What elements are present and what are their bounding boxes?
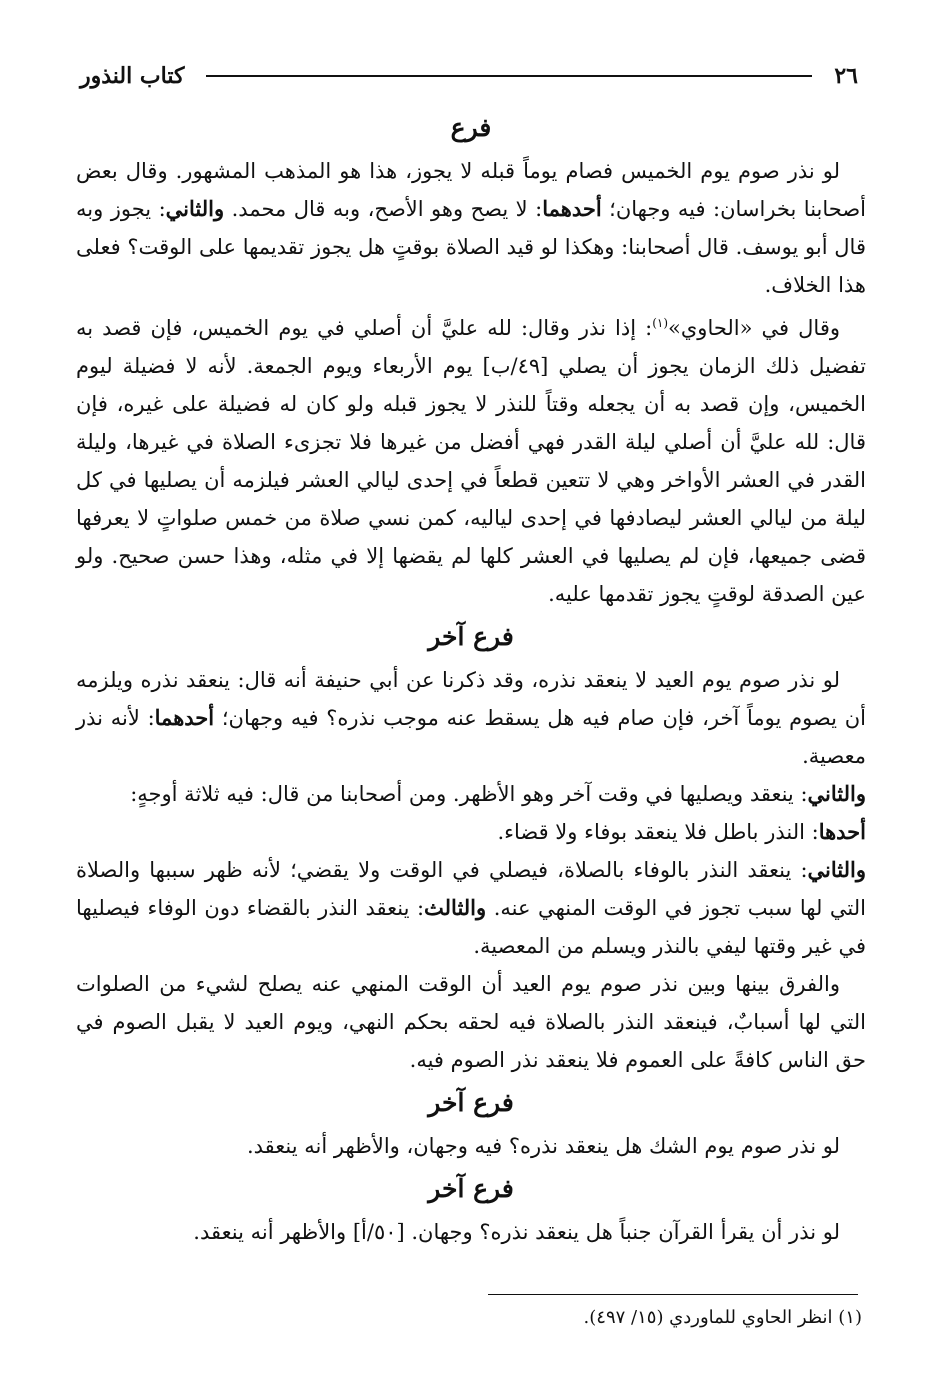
header-rule	[206, 75, 812, 77]
page-body	[76, 104, 866, 1251]
paragraph: أحدها: النذر باطل فلا ينعقد بوفاء ولا قضاء.	[497, 819, 866, 844]
page-number: ٢٦	[834, 63, 858, 89]
paragraph: وقال في «الحاوي»$^{(١)}$: إذا نذر وقال: لله عليَّ أن أصلي في يوم الخميس، فإن قصد به تفضيل ذلك الزمان يجوز أن يصلي [٤٩/ب] يوم الأربعاء ويوم الجمعة. لأنه لا فضيلة ليوم الخميس، وإن قصد به أن يجعله وقتاً للنذر لا يجوز قبله ولو كان له فضيلة على غيره، فإن قال: لله عليَّ أن أصلي ليلة القدر فهي أفضل من غيرها فلا تجزىء الصلاة في غيرها، وليلة القدر في العشر الأواخر وهي لا تتعين قطعاً في إحدى ليالي العشر فيلزمه أن يصليها في كل ليلة من ليالي العشر ليصادفها في إحدى لياليه، كمن نسي صلاة من خمس صلواتٍ لا يعرفها قضى جميعها، فإن لم يصليها في العشر كلها لم يقضها إلا في مثله، وهذا حسن صحيح. ولو عين الصدقة لوقتٍ يجوز تقدمها عليه.	[76, 316, 866, 606]
paragraph: والثاني: ينعقد ويصليها في وقت آخر وهو الأظهر. ومن أصحابنا من قال: فيه ثلاثة أوجهٍ:	[130, 781, 866, 806]
footnote-rule	[488, 1294, 858, 1295]
book-title: كتاب النذور	[80, 63, 185, 89]
paragraph: لو نذر صوم يوم الخميس فصام يوماً قبله لا يجوز، هذا هو المذهب المشهور. وقال بعض أصحابنا بخراسان: فيه وجهان؛ أحدهما: لا يصح وهو الأصح، وبه قال محمد. والثاني: يجوز وبه قال أبو يوسف. قال أصحابنا: وهكذا لو قيد الصلاة بوقتٍ هل يجوز تقديمها على الوقت؟ فعلى هذا الخلاف.	[76, 159, 866, 297]
footnote-marker: (١)	[838, 1307, 862, 1328]
section-heading: فرع آخر	[428, 1174, 514, 1203]
section-heading: فرع آخر	[428, 622, 514, 651]
running-header	[80, 58, 858, 94]
footnote	[80, 1304, 862, 1332]
paragraph: لو نذر صوم يوم الشك هل ينعقد نذره؟ فيه وجهان، والأظهر أنه ينعقد.	[246, 1134, 840, 1158]
section-heading: فرع	[450, 113, 492, 142]
section-heading: فرع آخر	[428, 1088, 514, 1117]
footnote-text: انظر الحاوي للماوردي (١٥/ ٤٩٧).	[583, 1307, 833, 1328]
paragraph: لو نذر أن يقرأ القرآن جنباً هل ينعقد نذره؟ وجهان. [٥٠/أ] والأظهر أنه ينعقد.	[193, 1220, 840, 1244]
paragraph: والثاني: ينعقد النذر بالوفاء بالصلاة، فيصلي في الوقت ولا يقضي؛ لأنه ظهر سببها والصلاة التي لها سبب تجوز في الوقت المنهي عنه. والثالث: ينعقد النذر بالقضاء دون الوفاء فيصليها في غير وقتها ليفي بالنذر ويسلم من المعصية.	[76, 857, 866, 958]
paragraph: لو نذر صوم يوم العيد لا ينعقد نذره، وقد ذكرنا عن أبي حنيفة أنه قال: ينعقد نذره ويلزمه أن يصوم يوماً آخر، فإن صام فيه هل يسقط عنه موجب نذره؟ فيه وجهان؛ أحدهما: لأنه نذر معصية.	[76, 668, 866, 768]
paragraph: والفرق بينها وبين نذر صوم يوم العيد أن الوقت المنهي عنه يصلح لشيء من الصلوات التي لها أسبابٌ، فينعقد النذر بالصلاة فيه لحقه بحكم النهي، ويوم العيد لا يقبل الصوم في حق الناس كافةً على العموم فلا ينعقد نذر الصوم فيه.	[76, 972, 866, 1072]
footnote-ref[interactable]: (١)	[652, 316, 669, 330]
